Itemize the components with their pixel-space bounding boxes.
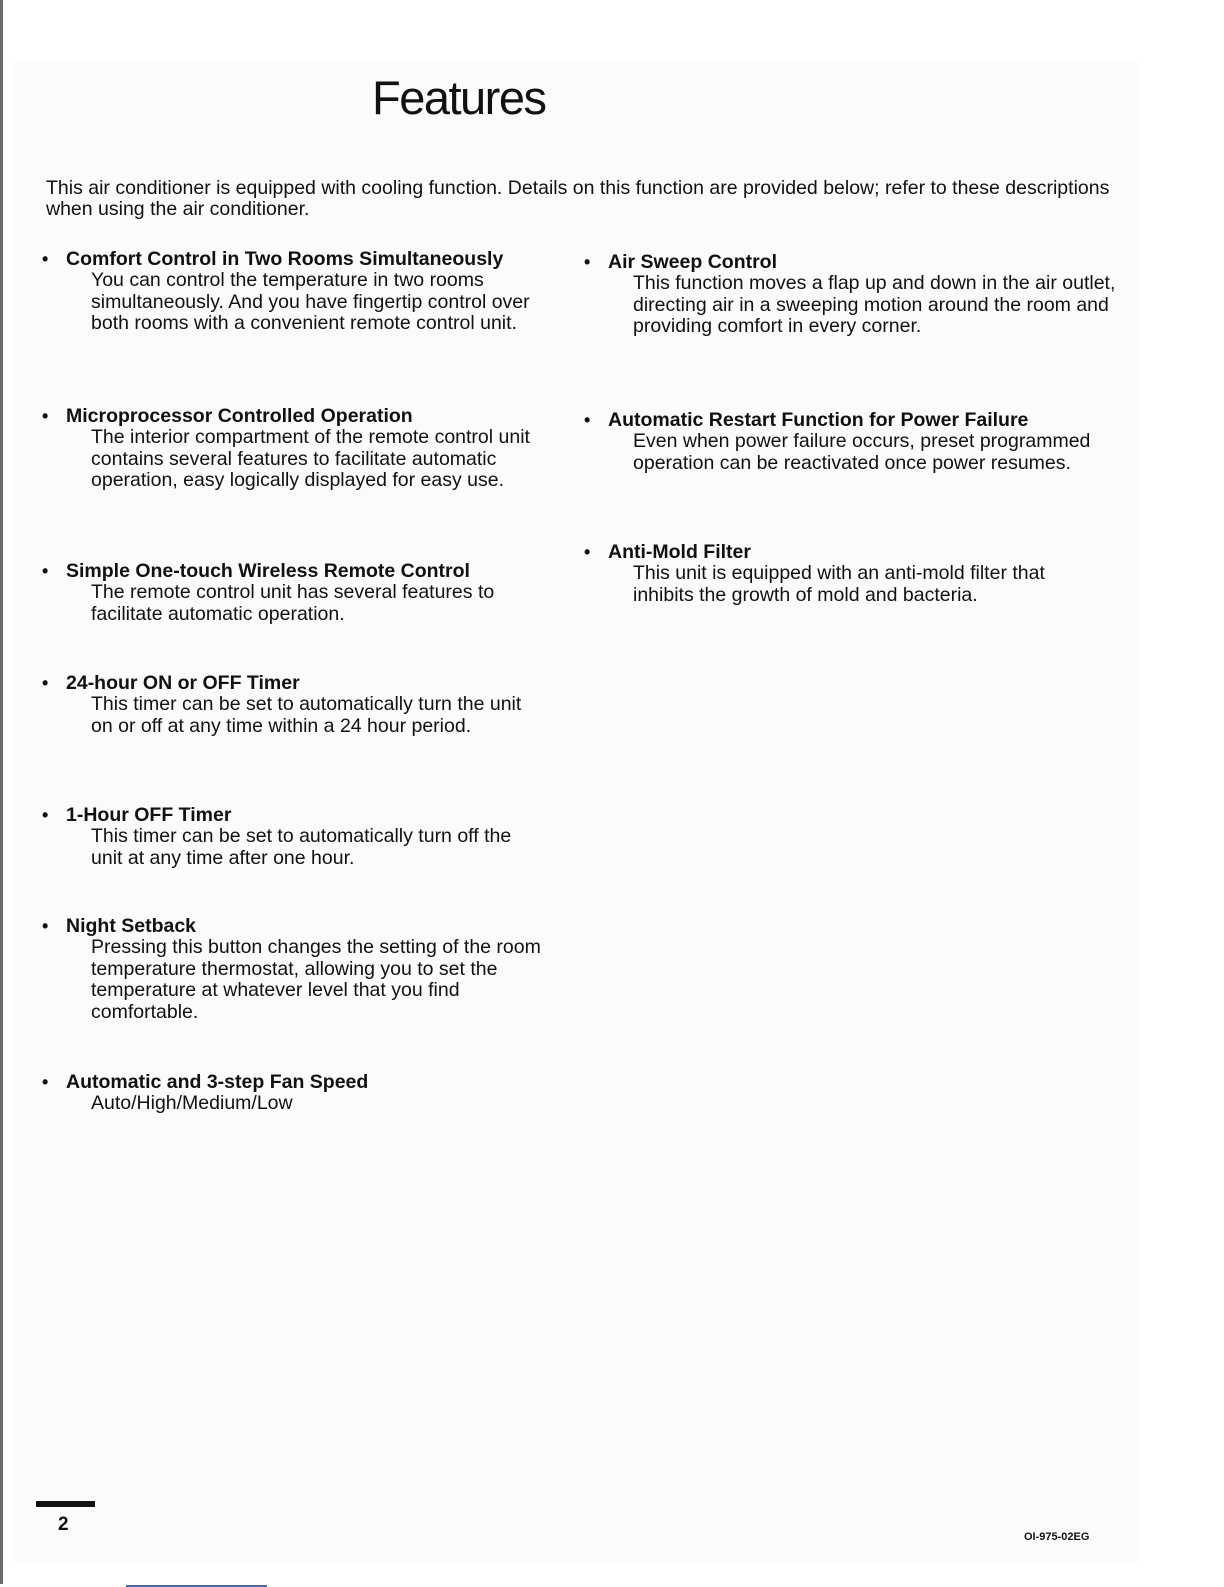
- feature-description: This timer can be set to automatically turn the unit on or off at any time within a 24 hour period.: [91, 693, 522, 737]
- page-title: Features: [372, 71, 546, 124]
- bullet-icon: •: [42, 673, 49, 693]
- bullet-icon: •: [584, 252, 591, 272]
- scan-left-edge: [0, 0, 3, 1584]
- feature-description: The remote control unit has several features to facilitate automatic operation.: [91, 581, 495, 625]
- bullet-icon: •: [42, 916, 49, 936]
- feature-title: 1-Hour OFF Timer: [66, 804, 232, 826]
- feature-description: You can control the temperature in two rooms simultaneously. And you have fingertip control over both rooms with a convenient remote control unit.: [91, 269, 530, 334]
- feature-description: This unit is equipped with an anti-mold filter that inhibits the growth of mold and bacteria.: [633, 562, 1045, 606]
- feature-title: Simple One-touch Wireless Remote Control: [66, 560, 470, 582]
- bullet-icon: •: [42, 561, 49, 581]
- feature-title: Comfort Control in Two Rooms Simultaneously: [66, 248, 504, 270]
- bullet-icon: •: [42, 249, 49, 269]
- document-code: OI-975-02EG: [1024, 1531, 1090, 1543]
- feature-description: This function moves a flap up and down in the air outlet, directing air in a sweeping motion around the room and providing comfort in every corner.: [633, 272, 1116, 337]
- feature-title: Night Setback: [66, 915, 197, 937]
- bullet-icon: •: [584, 410, 591, 430]
- feature-description: Pressing this button changes the setting of the room temperature thermostat, allowing you to set the temperature at whatever level that you find comfortable.: [91, 936, 541, 1023]
- feature-title: Anti-Mold Filter: [608, 541, 751, 563]
- feature-title: Automatic and 3-step Fan Speed: [66, 1071, 369, 1093]
- feature-title: 24-hour ON or OFF Timer: [66, 672, 300, 694]
- feature-description: The interior compartment of the remote control unit contains several features to facilitate automatic operation, easy logically displayed for easy use.: [91, 426, 530, 491]
- page-number: 2: [58, 1514, 69, 1535]
- intro-paragraph: This air conditioner is equipped with cooling function. Details on this function are provided below; refer to these descriptions when using the air conditioner.: [46, 177, 1110, 220]
- feature-title: Microprocessor Controlled Operation: [66, 405, 413, 427]
- footer-rule: [36, 1501, 95, 1507]
- feature-title: Automatic Restart Function for Power Failure: [608, 409, 1029, 431]
- feature-title: Air Sweep Control: [608, 251, 778, 273]
- bullet-icon: •: [42, 406, 49, 426]
- bullet-icon: •: [42, 1072, 49, 1092]
- bullet-icon: •: [584, 542, 591, 562]
- bullet-icon: •: [42, 805, 49, 825]
- feature-description: This timer can be set to automatically turn off the unit at any time after one hour.: [91, 825, 512, 869]
- feature-description: Auto/High/Medium/Low: [91, 1092, 293, 1114]
- feature-description: Even when power failure occurs, preset programmed operation can be reactivated once power resumes.: [633, 430, 1091, 474]
